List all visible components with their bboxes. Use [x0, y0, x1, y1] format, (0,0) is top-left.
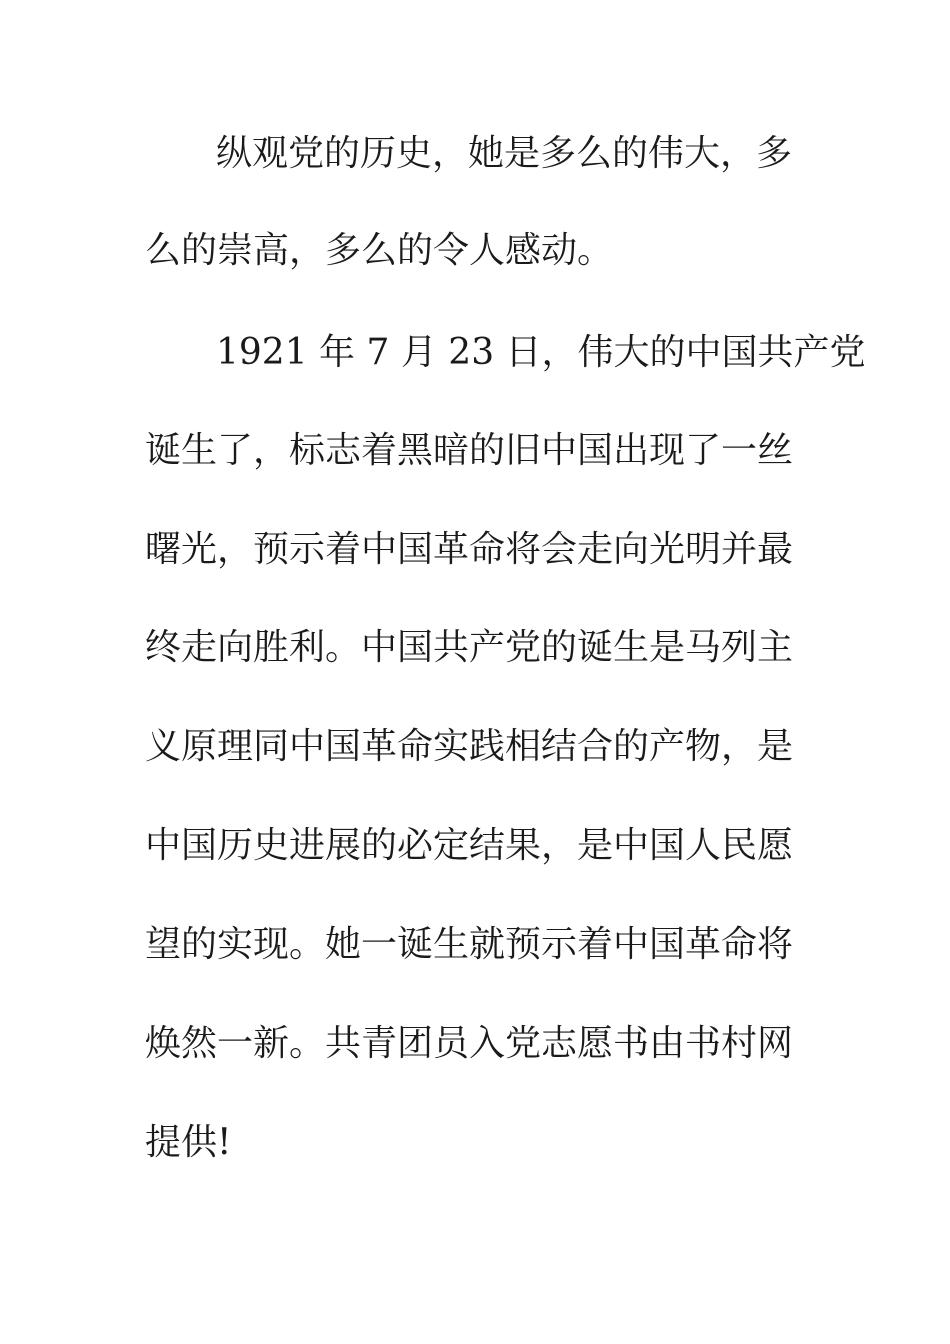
text-line: 义原理同中国革命实践相结合的产物，是 — [145, 726, 794, 767]
text-line: 提供! — [145, 1122, 232, 1163]
text-line: 中国历史进展的必定结果，是中国人民愿 — [145, 825, 794, 866]
text-line: 终走向胜利。中国共产党的诞生是马列主 — [145, 627, 794, 668]
text-line: 焕然一新。共青团员入党志愿书由书村网 — [145, 1023, 794, 1064]
text-line: 曙光，预示着中国革命将会走向光明并最 — [145, 529, 794, 570]
text-line: 1921 年 7 月 23 日，伟大的中国共产党 — [216, 332, 866, 373]
text-line: 纵观党的历史，她是多么的伟大，多 — [216, 133, 793, 174]
text-line: 望的实现。她一诞生就预示着中国革命将 — [145, 924, 794, 965]
text-line: 诞生了，标志着黑暗的旧中国出现了一丝 — [145, 430, 794, 471]
text-line: 么的崇高，多么的令人感动。 — [145, 230, 614, 271]
